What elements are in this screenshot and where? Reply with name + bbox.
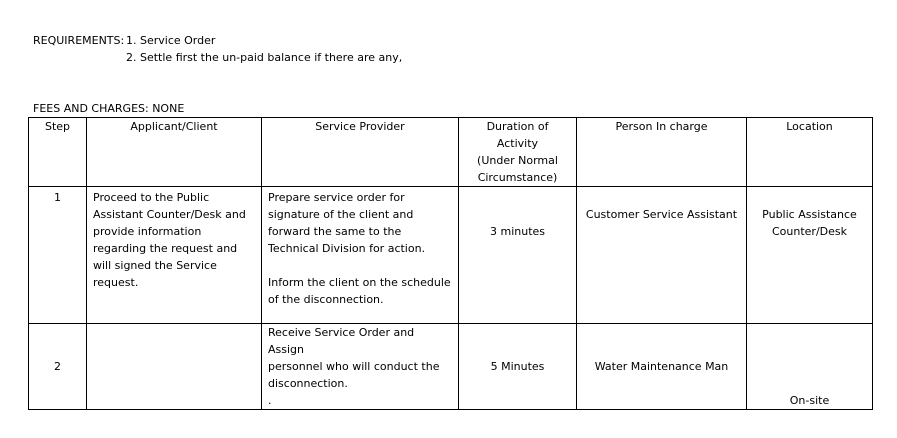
header-applicant: Applicant/Client	[87, 118, 262, 187]
table-header-row	[29, 118, 873, 187]
text-line: Counter/Desk	[771, 225, 847, 238]
applicant-action	[87, 187, 262, 324]
text-line: Proceed to the Public	[93, 191, 210, 204]
duration-value: 5 Minutes	[459, 324, 577, 410]
requirement-item-2: 2. Settle first the un-paid balance if there are any,	[126, 51, 403, 64]
requirement-item-1: 1. Service Order	[126, 34, 216, 47]
text-line: request.	[93, 276, 139, 289]
provider-action	[262, 324, 459, 410]
header-service-provider: Service Provider	[262, 118, 459, 187]
text-line: .	[268, 394, 272, 407]
header-person-in-charge: Person In charge	[577, 118, 747, 187]
text-line: disconnection.	[268, 377, 348, 390]
location-value	[747, 187, 873, 324]
table-row	[29, 324, 873, 410]
table-row	[29, 187, 873, 324]
text-line: will signed the Service	[93, 259, 217, 272]
person-in-charge	[577, 187, 747, 324]
text-line: 3 minutes	[489, 225, 546, 238]
process-table	[28, 117, 873, 410]
applicant-action	[87, 324, 262, 410]
person-in-charge: Water Maintenance Man	[577, 324, 747, 410]
header-duration-line: Circumstance)	[477, 171, 558, 184]
text-line: Technical Division for action.	[268, 242, 426, 255]
text-line: forward the same to the	[268, 225, 402, 238]
header-duration	[459, 118, 577, 187]
header-location: Location	[747, 118, 873, 187]
text-line: Receive Service Order and Assign	[268, 326, 415, 356]
header-step: Step	[29, 118, 87, 187]
text-line: of the disconnection.	[268, 293, 384, 306]
step-number: 2	[29, 324, 87, 410]
text-line: Public Assistance	[762, 208, 857, 221]
text-line: Customer Service Assistant	[585, 208, 738, 221]
header-duration-line: Duration of	[486, 120, 549, 133]
text-line: regarding the request and	[93, 242, 238, 255]
location-value	[747, 324, 873, 410]
header-duration-line: Activity	[496, 137, 539, 150]
step-number: 1	[29, 187, 87, 324]
fees-and-charges: FEES AND CHARGES: NONE	[33, 102, 185, 115]
provider-action	[262, 187, 459, 324]
text-line: On-site	[789, 394, 830, 407]
text-line: provide information	[93, 225, 202, 238]
requirements-label: REQUIREMENTS:	[33, 34, 125, 47]
header-duration-line: (Under Normal	[477, 154, 558, 167]
text-line: Assistant Counter/Desk and	[93, 208, 246, 221]
text-line: personnel who will conduct the	[268, 360, 440, 373]
text-line: Inform the client on the schedule	[268, 276, 451, 289]
spacer	[268, 257, 452, 274]
text-line: signature of the client and	[268, 208, 414, 221]
duration-value	[459, 187, 577, 324]
text-line: Prepare service order for	[268, 191, 405, 204]
